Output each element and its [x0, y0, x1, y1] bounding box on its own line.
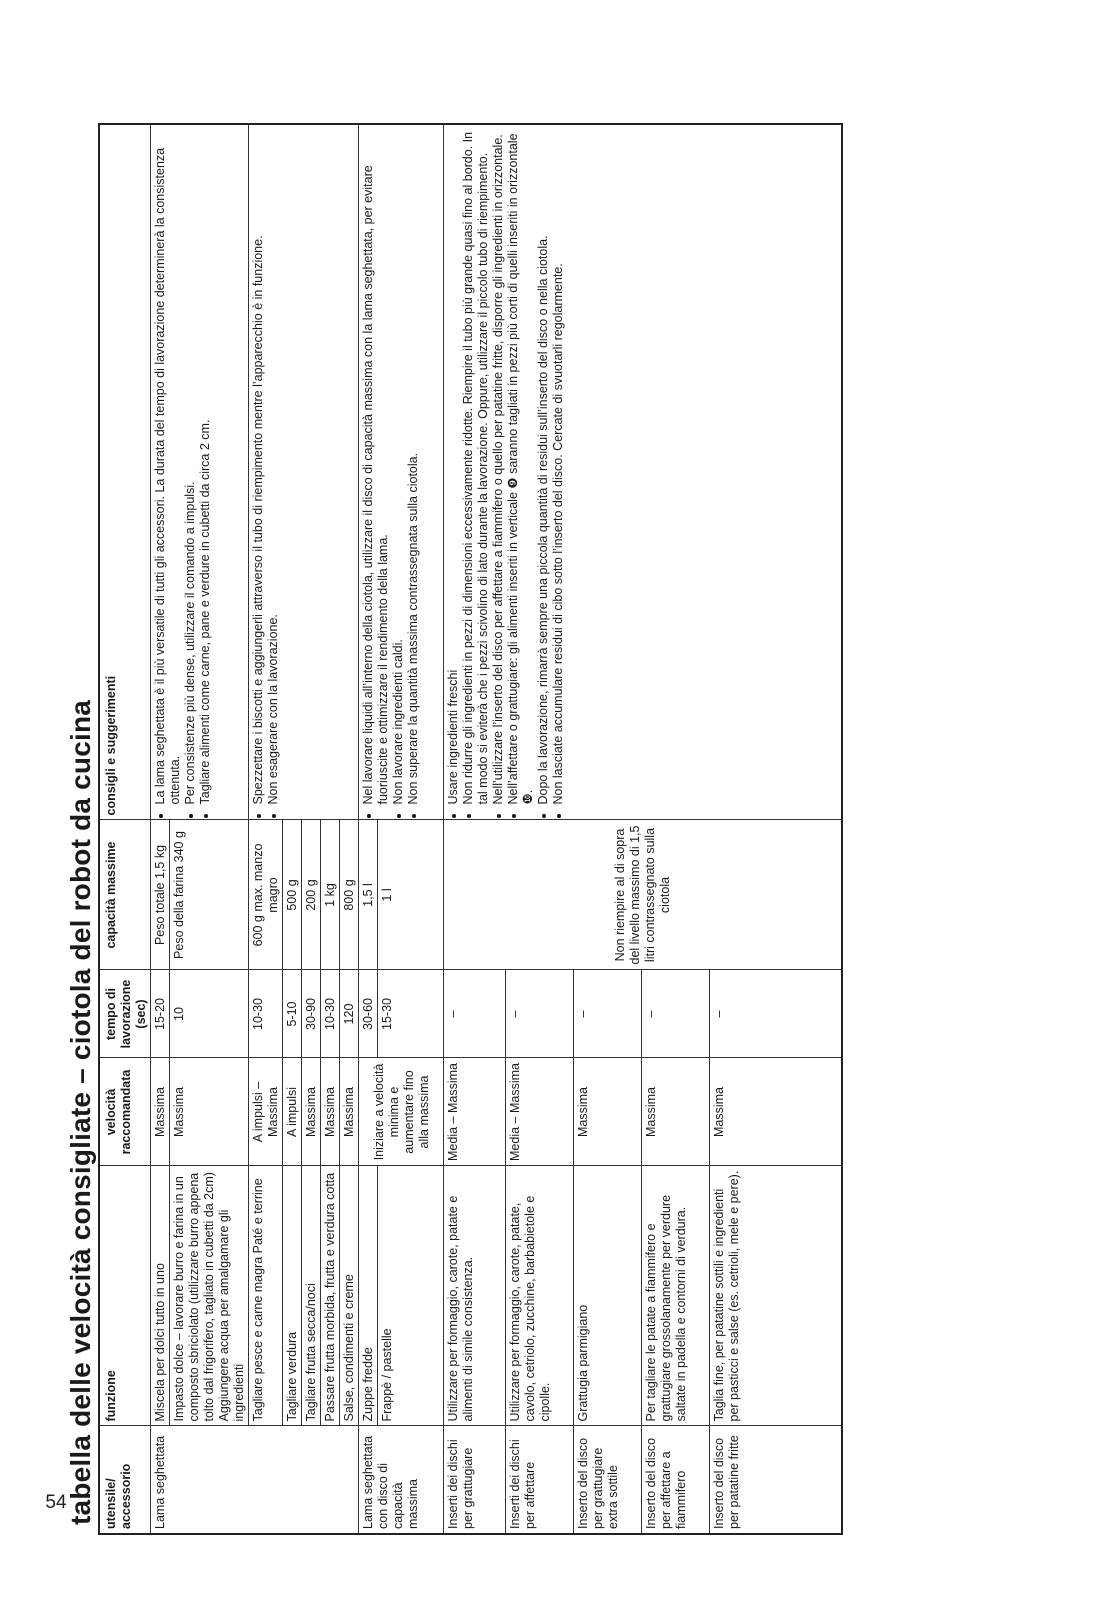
header-tool: utensile/ accessorio — [99, 1426, 151, 1534]
time-cell: 10-30 — [321, 970, 340, 1058]
time-cell: 30-90 — [302, 970, 321, 1058]
header-time: tempo di lavorazione (sec) — [99, 970, 151, 1058]
speed-cell: Media – Massima — [506, 1058, 574, 1166]
function-cell: Utilizzare per formaggio, carote, patate e alimenti di simile consistenza. — [444, 1166, 506, 1426]
tip-item: • Dopo la lavorazione, rimarrà sempre una piccola quantità di residui sull’inserto del disco o nella ciotola. — [536, 129, 551, 805]
tool-cell: Lama seghettata con disco di capacità massima — [359, 1426, 444, 1534]
speed-cell: Iniziare a velocità minima e aumentare fino alla massima — [359, 1058, 444, 1166]
function-cell: Salse, condimenti e creme — [340, 1166, 359, 1426]
speed-cell: Massima — [321, 1058, 340, 1166]
function-cell: Tagliare frutta secca/noci — [302, 1166, 321, 1426]
tip-item: • Nell’affettare o grattugiare: gli alimenti inseriti in verticale ❾ saranno tagliati in pezzi più corti di quelli inseriti in orizzontale ❿. — [506, 129, 536, 805]
tip-item: • Non esagerare con la lavorazione. — [266, 129, 281, 805]
function-cell: Frappè / pastelle — [378, 1166, 444, 1426]
speed-cell: Massima — [151, 1058, 170, 1166]
tip-item: • Non ridurre gli ingredienti in pezzi di dimensioni eccessivamente ridotte. Riempire il tubo più grande quasi fino al bordo. In tal modo si eviterà che i pezzi scivolino di lato durante la lavorazione. Oppure, utilizzare il piccolo tubo di riempimento. — [461, 129, 491, 805]
tip-item: • Usare ingredienti freschi — [446, 129, 461, 805]
tool-cell: Inserto del disco per patatine fritte — [710, 1426, 842, 1534]
table-row — [444, 124, 506, 1534]
tip-item: • Non superare la quantità massima contrassegnata sulla ciotola. — [406, 129, 421, 805]
speed-cell: Massima — [170, 1058, 249, 1166]
rotated-page — [64, 125, 993, 1535]
capacity-cell: 200 g — [302, 820, 321, 970]
function-cell: Tagliare verdura — [283, 1166, 302, 1426]
header-tips: consigli e suggerimenti — [99, 124, 151, 820]
function-cell: Passare frutta morbida, frutta e verdura cotta — [321, 1166, 340, 1426]
tool-cell: Inserti dei dischi per affettare — [506, 1426, 574, 1534]
function-cell: Grattugia parmigiano — [574, 1166, 642, 1426]
time-cell: 120 — [340, 970, 359, 1058]
header-row — [99, 124, 151, 1534]
speed-cell: A impulsi – Massima — [249, 1058, 283, 1166]
tip-item: • Spezzettare i biscotti e aggiungerli attraverso il tubo di riempimento mentre l’apparecchio è in funzione. — [251, 129, 266, 805]
function-cell: Miscela per dolci tutto in uno — [151, 1166, 170, 1426]
tool-cell: Inserto del disco per affettare a fiammifero — [642, 1426, 710, 1534]
capacity-cell: Non riempire al di sopra del livello massimo di 1,5 litri contrassegnato sulla ciotola — [444, 820, 842, 970]
tip-item: • Non lavorare ingredienti caldi. — [391, 129, 406, 805]
time-cell: – — [710, 970, 842, 1058]
header-speed: velocità raccomandata — [99, 1058, 151, 1166]
function-cell: Utilizzare per formaggio, carote, patate, cavolo, cetriolo, zucchine, barbabietole e cipolle. — [506, 1166, 574, 1426]
tip-item: • Nel lavorare liquidi all’interno della ciotola, utilizzare il disco di capacità massima con la lama seghettata, per evitare fuoriuscite e ottimizzare il rendimento della lama. — [361, 129, 391, 805]
capacity-cell: 600 g max. manzo magro — [249, 820, 283, 970]
time-cell: – — [574, 970, 642, 1058]
tool-cell: Inserti dei dischi per grattugiare — [444, 1426, 506, 1534]
capacity-cell: 500 g — [283, 820, 302, 970]
time-cell: 5-10 — [283, 970, 302, 1058]
time-cell: 15-20 — [151, 970, 170, 1058]
capacity-cell: 1 kg — [321, 820, 340, 970]
function-cell: Tagliare pesce e carne magra Paté e terrine — [249, 1166, 283, 1426]
capacity-cell: 800 g — [340, 820, 359, 970]
tips-cell — [359, 124, 444, 820]
time-cell: 10-30 — [249, 970, 283, 1058]
capacity-cell: Peso totale 1,5 kg — [151, 820, 170, 970]
page-number: 54 — [45, 1492, 67, 1513]
tip-item: • La lama seghettata è il più versatile di tutti gli accessori. La durata del tempo di lavorazione determinerà la consistenza ottenuta. — [153, 129, 183, 805]
tips-cell — [151, 124, 249, 820]
time-cell: 30-60 — [359, 970, 378, 1058]
table-row — [359, 124, 378, 1534]
speed-cell: A impulsi — [283, 1058, 302, 1166]
time-cell: – — [444, 970, 506, 1058]
table-row — [151, 124, 170, 1534]
page-title: tabella delle velocità consigliate – ciotola del robot da cucina — [65, 699, 96, 1525]
time-cell: – — [506, 970, 574, 1058]
header-function: funzione — [99, 1166, 151, 1426]
time-cell: 15-30 — [378, 970, 444, 1058]
function-cell: Impasto dolce – lavorare burro e farina in un composto sbriciolato (utilizzare burro appena tolto dal frigorifero, tagliato in cubetti da 2cm) Aggiungere acqua per amalgamare gli ingredienti — [170, 1166, 249, 1426]
time-cell: 10 — [170, 970, 249, 1058]
function-cell: Zuppe fredde — [359, 1166, 378, 1426]
tip-item: • Per consistenze più dense, utilizzare il comando a impulsi. — [183, 129, 198, 805]
speed-cell: Media – Massima — [444, 1058, 506, 1166]
tip-item: • Non lasciate accumulare residui di cibo sotto l’inserto del disco. Cercate di svuotarli regolarmente. — [551, 129, 566, 805]
capacity-cell: 1 l — [378, 820, 444, 970]
header-capacity: capacità massime — [99, 820, 151, 970]
table-row — [249, 124, 283, 1534]
speed-cell: Massima — [710, 1058, 842, 1166]
tips-cell — [444, 124, 842, 820]
tip-item: • Nell’utilizzare l’inserto del disco per affettare a fiammifero o quello per patatine fritte, disporre gli ingredienti in orizzontale. — [491, 129, 506, 805]
tip-item: • Tagliare alimenti come carne, pane e verdure in cubetti da circa 2 cm. — [198, 129, 213, 805]
speed-cell: Massima — [642, 1058, 710, 1166]
capacity-cell: Peso della farina 340 g — [170, 820, 249, 970]
capacity-cell: 1,5 l — [359, 820, 378, 970]
speed-table — [98, 123, 843, 1535]
tool-cell: Inserto del disco per grattugiare extra sottile — [574, 1426, 642, 1534]
time-cell: – — [642, 970, 710, 1058]
speed-cell: Massima — [340, 1058, 359, 1166]
speed-cell: Massima — [574, 1058, 642, 1166]
function-cell: Per tagliare le patate a fiammifero e grattugiare grossolanamente per verdure saltate in padella e contorni di verdura. — [642, 1166, 710, 1426]
function-cell: Taglia fine, per patatine sottili e ingredienti per pasticci e salse (es. cetrioli, mele e pere). — [710, 1166, 842, 1426]
tips-cell — [249, 124, 359, 820]
tool-cell: Lama seghettata — [151, 1426, 359, 1534]
speed-cell: Massima — [302, 1058, 321, 1166]
